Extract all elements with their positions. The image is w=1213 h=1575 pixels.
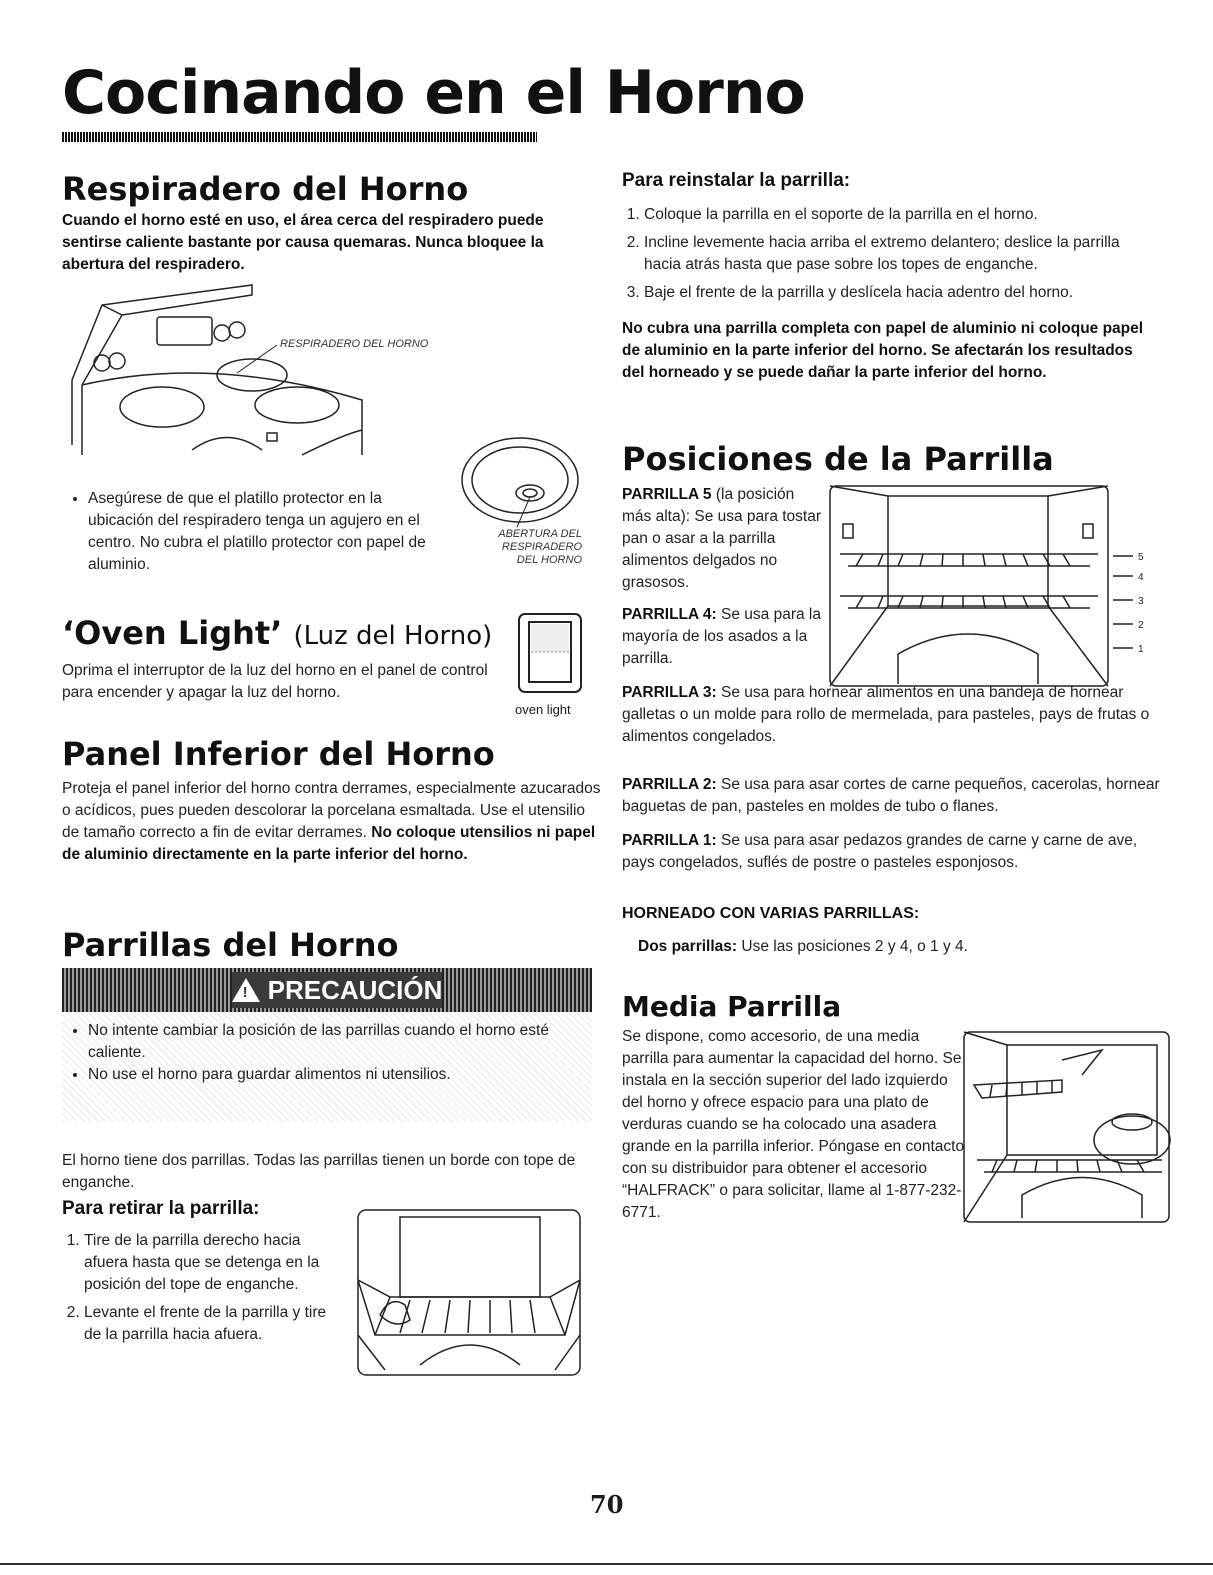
- oven-light-text: Oprima el interruptor de la luz del horno en el panel de control para encender y apagar la luz del horno.: [62, 662, 488, 701]
- position-text: Se usa para asar cortes de carne pequeños, cacerolas, hornear baguetas de pan, pasteles en moldes de tubo o flanes.: [622, 776, 1160, 815]
- remove-steps: [62, 1230, 347, 1352]
- oven-light-caption: oven light: [515, 702, 571, 717]
- caution-label: [232, 972, 442, 1008]
- bottom-panel-text-bold: No coloque utensilios ni papel de aluminio directamente en la parte inferior del horno.: [62, 824, 596, 863]
- oven-light-heading-sub: (Luz del Horno): [293, 621, 493, 651]
- reinstall-steps: [622, 204, 1152, 310]
- remove-step: 1. Tire de la parrilla derecho hacia afuera hasta que se detenga en la posición del tope de enganche.: [84, 1230, 347, 1296]
- position-label: PARRILLA 5: [622, 486, 712, 503]
- positions-heading: Posiciones de la Parrilla: [622, 440, 1054, 478]
- warning-triangle-icon: !: [232, 978, 260, 1002]
- rack-number-label: 1: [1138, 644, 1144, 655]
- rack-number-label: 2: [1138, 620, 1144, 631]
- position-text: Se usa para la mayoría de los asados a la parrilla.: [622, 606, 821, 667]
- position-item-1: [622, 830, 1162, 874]
- bottom-panel-heading: Panel Inferior del Horno: [62, 735, 495, 773]
- multi-rack-text: [638, 936, 968, 958]
- reinstall-warning: No cubra una parrilla completa con papel de aluminio ni coloque papel de aluminio en la parte inferior del horno. Se afectarán los resultados del horneado y se puede dañar la parte inferior del horno.: [622, 320, 1144, 381]
- multi-rack-label: Dos parrillas:: [638, 938, 738, 955]
- vent-opening-caption-line: RESPIRADERO: [501, 541, 582, 553]
- vent-illustration-label: RESPIRADERO DEL HORNO: [280, 338, 429, 350]
- vent-opening-caption: [482, 528, 582, 567]
- rack-removal-illustration: [350, 1205, 585, 1380]
- rack-number-label: 3: [1138, 596, 1144, 607]
- half-rack-illustration: [962, 1030, 1172, 1225]
- multi-rack-heading: HORNEADO CON VARIAS PARRILLAS:: [622, 905, 920, 922]
- position-text: (la posición más alta): Se usa para tostar pan o asar a la parrilla alimentos delgados no grasosos.: [622, 486, 822, 591]
- bottom-panel-text-normal: Proteja el panel inferior del horno contra derrames, especialmente azucarados o acídicos, pues pueden descolorar la porcelana esmaltada. Use el utensilio de tamaño correcto a fin de evitar derrames.: [62, 780, 601, 841]
- position-text: Se usa para hornear alimentos en una bandeja de hornear galletas o un molde para rollo de mermelada, para pasteles, pays de frutas o alimentos congelados.: [622, 684, 1150, 745]
- position-label: PARRILLA 3:: [622, 684, 717, 701]
- bottom-panel-text: [62, 778, 602, 866]
- position-text: Se usa para asar pedazos grandes de carne y carne de ave, pays congelados, suflés de postre o pasteles esponjosos.: [622, 832, 1138, 871]
- vent-heading: Respiradero del Horno: [62, 170, 469, 208]
- remove-step: 2. Levante el frente de la parrilla y tire de la parrilla hacia afuera.: [84, 1302, 347, 1346]
- oven-light-switch-icon: [517, 612, 583, 694]
- oven-light-heading: [62, 614, 492, 652]
- bottom-rule: [0, 1563, 1213, 1565]
- position-label: PARRILLA 4:: [622, 606, 717, 623]
- vent-bullet: [70, 488, 450, 576]
- page-title: Cocinando en el Horno: [62, 58, 805, 128]
- caution-item: • No intente cambiar la posición de las parrillas cuando el horno esté caliente.: [88, 1020, 580, 1064]
- page-number: 70: [590, 1490, 624, 1519]
- position-label: PARRILLA 1:: [622, 832, 717, 849]
- reinstall-step: 3. Baje el frente de la parrilla y deslícela hacia adentro del horno.: [644, 282, 1152, 304]
- position-label: PARRILLA 2:: [622, 776, 717, 793]
- reinstall-heading: Para reinstalar la parrilla:: [622, 170, 851, 191]
- position-item-2: [622, 774, 1162, 818]
- remove-heading: Para retirar la parrilla:: [62, 1198, 260, 1219]
- caution-list: [70, 1020, 580, 1086]
- rack-number-label: 5: [1138, 552, 1144, 563]
- multi-rack-value: Use las posiciones 2 y 4, o 1 y 4.: [741, 938, 968, 955]
- cooktop-illustration: [62, 285, 482, 460]
- caution-label-text: PRECAUCIÓN: [267, 974, 443, 1005]
- vent-opening-caption-line: ABERTURA DEL: [498, 528, 582, 540]
- vent-warning: Cuando el horno esté en uso, el área cerca del respiradero puede sentirse caliente bastante por causa quemaras. Nunca bloquee la abertura del respiradero.: [62, 212, 544, 273]
- caution-item: • No use el horno para guardar alimentos ni utensilios.: [88, 1064, 580, 1086]
- vent-bullet-text: • Asegúrese de que el platillo protector en la ubicación del respiradero tenga un agujero en el centro. No cubra el platillo protector con papel de aluminio.: [88, 488, 450, 576]
- racks-heading: Parrillas del Horno: [62, 926, 399, 964]
- vent-opening-caption-line: DEL HORNO: [516, 554, 582, 566]
- half-rack-heading: Media Parrilla: [622, 990, 842, 1023]
- reinstall-step: 1. Coloque la parrilla en el soporte de la parrilla en el horno.: [644, 204, 1152, 226]
- vent-cover-illustration: [455, 435, 585, 530]
- rack-number-label: 4: [1138, 572, 1144, 583]
- title-rule: [62, 132, 537, 142]
- rack-positions-diagram: [828, 484, 1158, 694]
- half-rack-text: Se dispone, como accesorio, de una media parrilla para aumentar la capacidad del horno. Se instala en la sección superior del lado izquierdo del horno y ofrece espacio para una plato de verduras cuando se ha colocado una asadera grande en la parrilla inferior. Póngase en contacto con su distribuidor para obtener el accesorio “HALFRACK” o para solicitar, llame al 1-877-232-6771.: [622, 1028, 965, 1221]
- racks-intro: El horno tiene dos parrillas. Todas las parrillas tienen un borde con tope de enganche.: [62, 1152, 576, 1191]
- position-item-5: [622, 484, 827, 594]
- position-item-4: [622, 604, 827, 670]
- oven-light-heading-main: ‘Oven Light’: [62, 614, 283, 652]
- reinstall-step: 2. Incline levemente hacia arriba el extremo delantero; deslice la parrilla hacia atrás hasta que pase sobre los topes de enganche.: [644, 232, 1152, 276]
